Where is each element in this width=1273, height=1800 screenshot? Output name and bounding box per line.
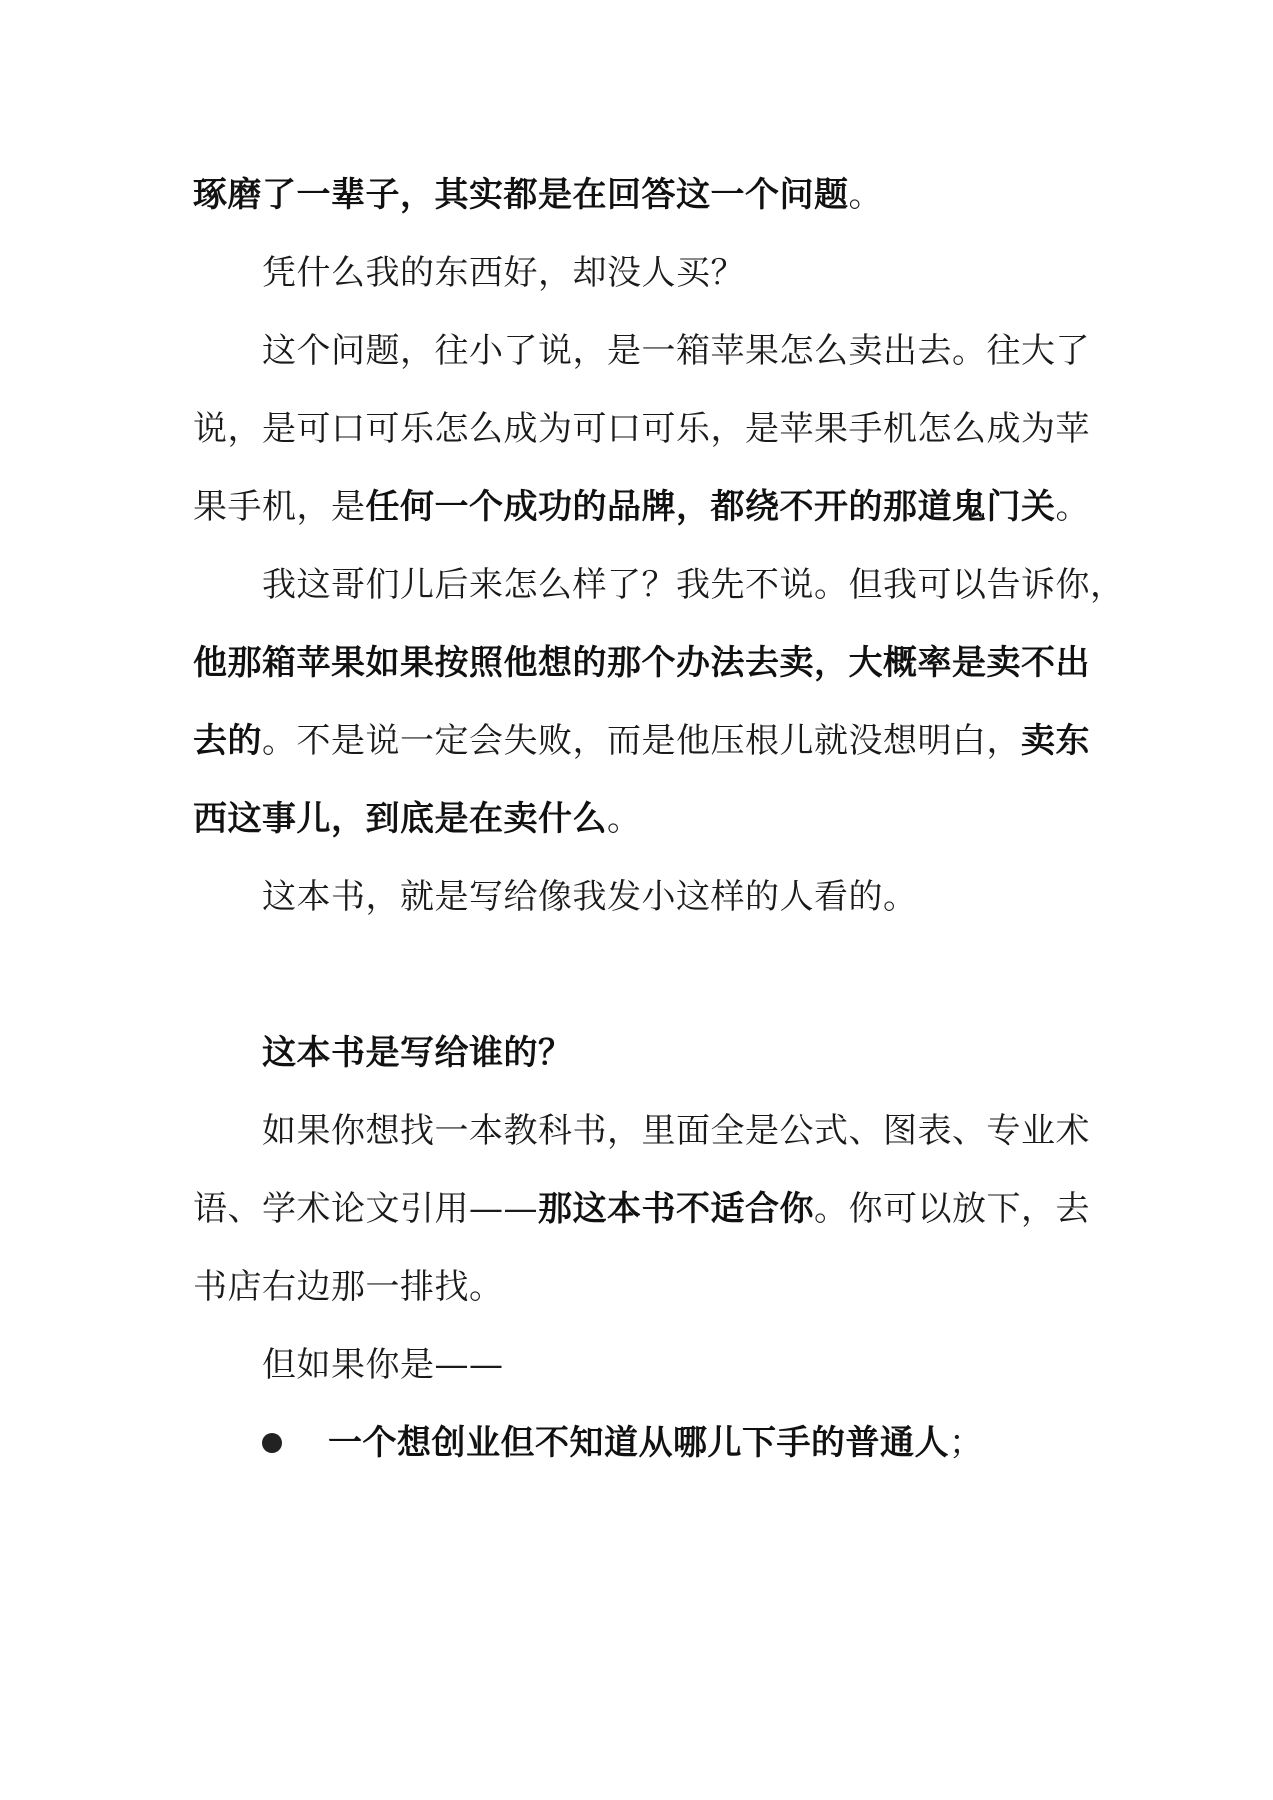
text: 。 [1055, 487, 1090, 527]
bold-text: 任何一个成功的品牌，都绕不开的那道鬼门关 [365, 487, 1056, 527]
text: 。你可以放下，去 [814, 1189, 1090, 1229]
paragraph-line [193, 796, 1083, 842]
bold-text: 他那箱苹果如果按照他想的那个办法去卖，大概率是卖不出 [193, 643, 1090, 683]
paragraph-line [262, 1342, 1083, 1388]
text: 凭什么我的东西好，却没人买？ [262, 253, 745, 293]
text: 。不是说一定会失败，而是他压根儿就没想明白， [262, 721, 1021, 761]
heading-text: 这本书是写给谁的？ [262, 1033, 573, 1073]
text: 但如果你是—— [262, 1345, 504, 1385]
text: 。 [848, 175, 883, 215]
paragraph-line [193, 172, 1083, 218]
paragraph-line [262, 874, 1083, 920]
paragraph-line [193, 640, 1090, 686]
bold-text: 去的 [193, 721, 262, 761]
text: 这本书，就是写给像我发小这样的人看的。 [262, 877, 918, 917]
list-item [328, 1420, 1088, 1466]
paragraph-line [193, 718, 1090, 764]
text: 这个问题，往小了说，是一箱苹果怎么卖出去。往大了 [262, 331, 1090, 371]
text: 。 [607, 799, 642, 839]
bold-text: 琢磨了一辈子，其实都是在回答这一个问题 [193, 175, 849, 215]
bullet-icon [262, 1433, 282, 1453]
bold-text: 那这本书不适合你 [538, 1189, 814, 1229]
paragraph-line [262, 328, 1090, 374]
bold-text: 西这事儿，到底是在卖什么 [193, 799, 607, 839]
text: ； [949, 1423, 984, 1463]
text: 语、学术论文引用—— [193, 1189, 538, 1229]
bold-text: 一个想创业但不知道从哪儿下手的普通人 [328, 1423, 949, 1463]
text: 书店右边那一排找。 [193, 1267, 504, 1307]
paragraph-line [193, 1264, 1083, 1310]
paragraph-line [193, 406, 1090, 452]
text: 我这哥们儿后来怎么样了？我先不说。但我可以告诉你， [262, 565, 1125, 605]
paragraph-line [262, 250, 1083, 296]
text: 说，是可口可乐怎么成为可口可乐，是苹果手机怎么成为苹 [193, 409, 1090, 449]
paragraph-line [262, 1108, 1090, 1154]
paragraph-line [193, 1186, 1090, 1232]
paragraph-line [262, 562, 1125, 608]
text: 如果你想找一本教科书，里面全是公式、图表、专业术 [262, 1111, 1090, 1151]
paragraph-line [193, 484, 1090, 530]
bold-text: 卖东 [1021, 721, 1090, 761]
text: 果手机，是 [193, 487, 366, 527]
section-heading [262, 1030, 1083, 1076]
